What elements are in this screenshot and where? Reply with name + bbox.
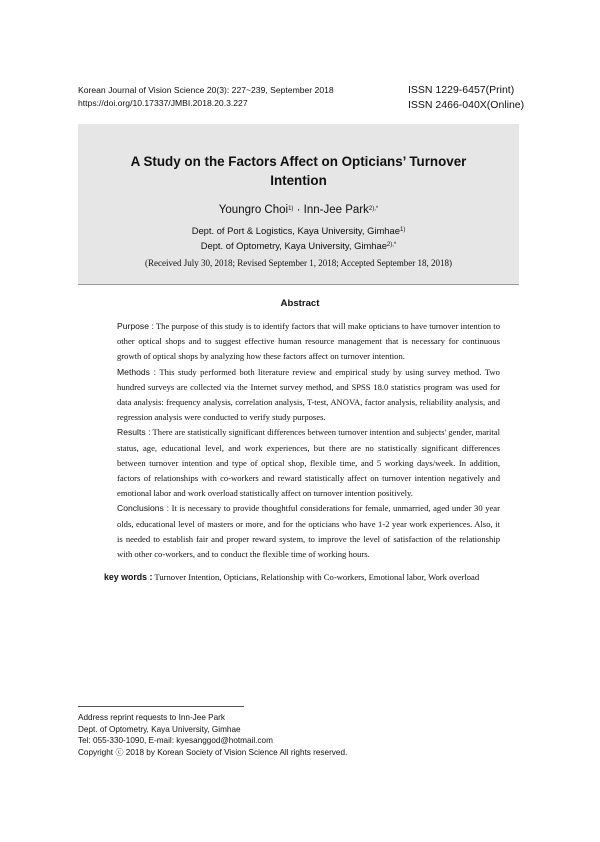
footnote-divider <box>78 706 244 707</box>
affiliation-mark: 1) <box>399 227 406 233</box>
journal-header <box>78 84 334 110</box>
author-affil-mark: 2),* <box>368 206 379 212</box>
author-list <box>78 204 519 216</box>
footnote-line: Address reprint requests to Inn-Jee Park <box>78 713 225 722</box>
paper-title <box>78 152 519 190</box>
affiliation-text: Dept. of Port & Logistics, Kaya University, Gimhae <box>191 225 400 236</box>
section-label: Methods : <box>117 366 157 377</box>
affiliation-mark: 2),* <box>386 242 397 248</box>
doi-link[interactable]: https://doi.org/10.17337/JMBI.2018.20.3.227 <box>78 98 248 108</box>
section-label: Results : <box>117 427 151 438</box>
abstract-conclusions <box>117 501 500 562</box>
author-separator: · <box>293 204 304 216</box>
footnote-line: Dept. of Optometry, Kaya University, Gimhae <box>78 724 241 734</box>
affiliation-2 <box>78 240 519 251</box>
section-text: The purpose of this study is to identify factors that will make opticians to have turnover intention to other optical shops and to suggest effective human resource management that is necessary for continuous growth of optical shops by analyzing how these factors affect on turnover intention. <box>117 321 500 362</box>
section-label: Conclusions : <box>117 503 170 514</box>
footnote-line: Copyright ⓒ 2018 by Korean Society of Vision Science All rights reserved. <box>78 747 348 757</box>
title-box <box>78 124 519 285</box>
abstract-heading: Abstract <box>280 298 320 309</box>
paper-title-line2: Intention <box>270 173 327 188</box>
abstract-methods <box>117 365 500 426</box>
author-affil-mark: 1) <box>288 206 294 212</box>
affiliation-text: Dept. of Optometry, Kaya University, Gimhae <box>200 240 387 251</box>
footnote-line: Tel: 055-330-1090, E-mail: kyesanggod@hotmail.com <box>78 736 273 746</box>
issn-print: ISSN 1229-6457(Print) <box>408 84 515 96</box>
section-text: It is necessary to provide thoughtful considerations for female, unmarried, aged under 30 year olds, educational level of masters or more, and for the opticians who have 1-2 year work experiences. Also, it is needed to establish fair and proper reward system, to improve the level of satisfaction of the relationship with other co-workers, and to conduct the flexible time of working hours. <box>117 503 500 560</box>
footnote <box>78 712 347 758</box>
keywords-label: key words : <box>104 572 153 582</box>
affiliation-1 <box>78 225 519 236</box>
section-label: Purpose : <box>117 321 154 331</box>
journal-citation: Korean Journal of Vision Science 20(3): 227~239, September 2018 <box>78 85 334 95</box>
abstract-results <box>117 425 500 501</box>
section-text: There are statistically significant differences between turnover intention and subjects' gender, marital status, age, educational level, and work experiences, but there are no statistically significant differences between turnover intention and type of optical shop, flexible time, and 5 working days/week. In addition, factors of relationships with co-workers and reward statistically affect on turnover intention negatively and emotional labor and work overload statistically affect on turnover intention positively. <box>117 427 501 499</box>
keywords-text: Turnover Intention, Opticians, Relationship with Co-workers, Emotional labor, Work overload <box>152 572 480 582</box>
abstract-purpose <box>117 319 500 365</box>
author-name: Youngro Choi <box>218 204 289 216</box>
issn-online: ISSN 2466-040X(Online) <box>408 99 525 111</box>
received-dates: (Received July 30, 2018; Revised September 1, 2018; Accepted September 18, 2018) <box>145 258 452 268</box>
paper-title-line1: A Study on the Factors Affect on Opticians’ Turnover <box>130 154 467 169</box>
author-name: Inn-Jee Park <box>303 204 369 216</box>
section-text: This study performed both literature review and empirical study by using survey method. Two hundred surveys are collected via the Internet survey method, and SPSS 18.0 statistics program was used for data analysis: frequency analysis, correlation analysis, T-test, ANOVA, factor analysis, reliability analysis, and regression analysis were conducted to verify study purposes. <box>117 366 500 423</box>
issn-block <box>408 83 524 113</box>
keywords <box>104 570 504 584</box>
abstract-body <box>117 319 500 562</box>
